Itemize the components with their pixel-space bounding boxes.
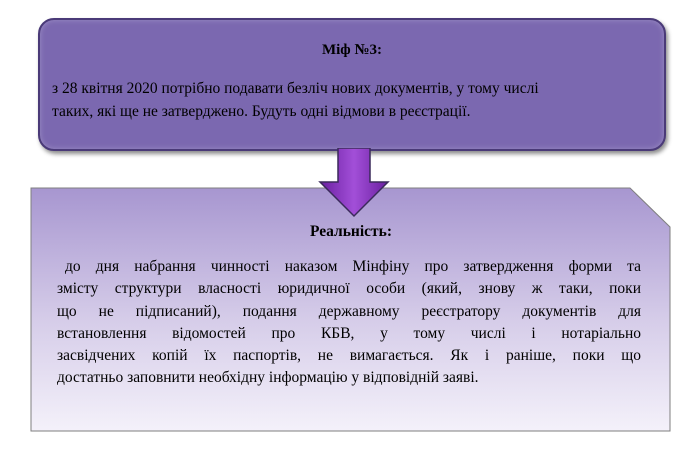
reality-text-line: засвідчених копій їх паспортів, не вимагається. Як і раніше, поки що xyxy=(57,347,641,365)
myth-text-line: з 28 квітня 2020 потрібно подавати безліч нових документів, у тому числі xyxy=(52,80,539,97)
reality-text-line: до дня набрання чинності наказом Мінфіну про затвердження форми та xyxy=(65,258,641,275)
reality-text-line: достатньо заповнити необхідну інформацію у відповідній заяві. xyxy=(57,369,479,387)
reality-text xyxy=(57,256,641,390)
reality-title: Реальність: xyxy=(309,223,392,240)
reality-text-line: що не підписаний), подання державному реєстратору документів для xyxy=(57,302,641,320)
myth-text xyxy=(52,77,654,123)
myth-title: Міф №3: xyxy=(321,42,383,58)
arrow-down-icon xyxy=(318,148,390,218)
myth-text-line: таких, які ще не затверджено. Будуть одні відмови в реєстрації. xyxy=(52,103,471,120)
reality-text-line: змісту структури власності юридичної особи (який, знову ж таки, поки xyxy=(57,280,641,298)
reality-text-line: встановлення відомостей про КБВ, у тому числі і нотаріально xyxy=(57,324,641,342)
myth-box xyxy=(38,18,666,151)
